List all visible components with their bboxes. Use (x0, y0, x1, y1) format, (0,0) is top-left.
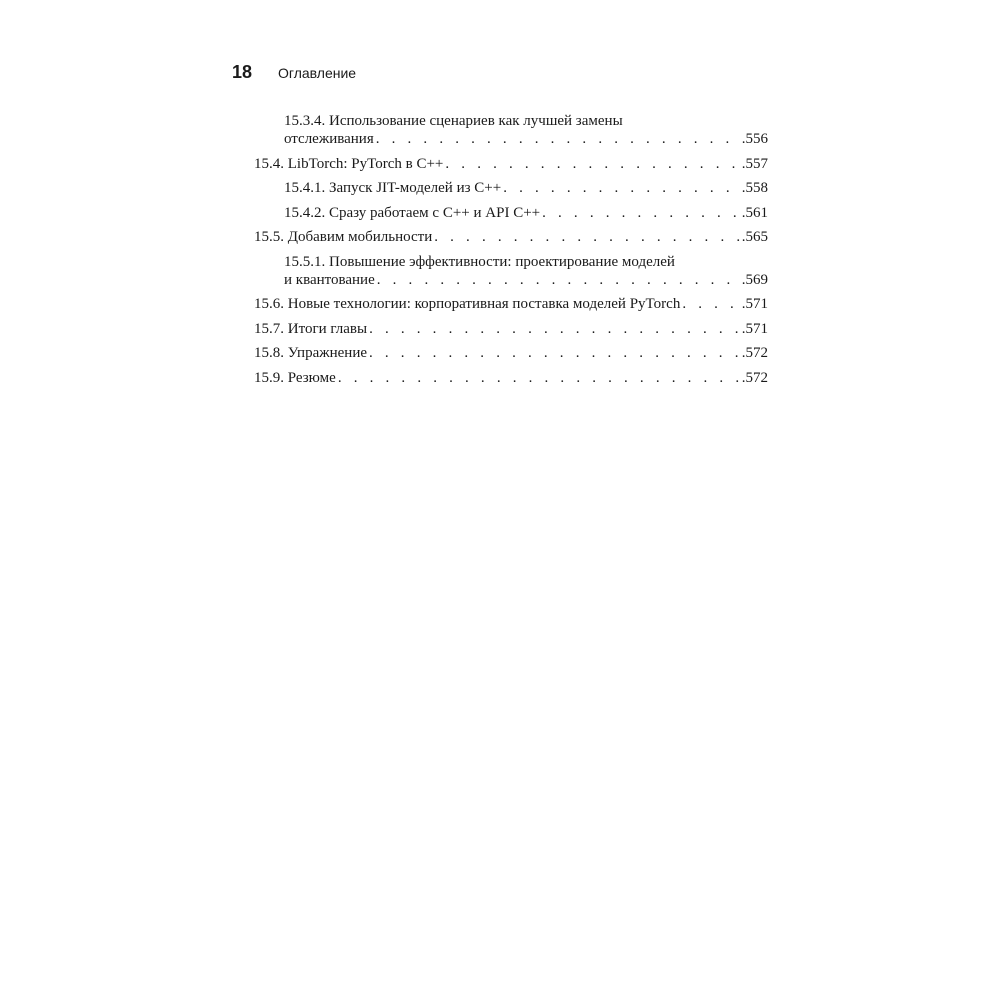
toc-entry-title: отслеживания (284, 131, 374, 147)
page-number: 18 (232, 62, 253, 82)
toc-entry-15-4[interactable] (254, 155, 768, 173)
toc-entry-15-4-1[interactable] (254, 179, 768, 197)
page-header (232, 62, 356, 90)
toc-entry-15-6[interactable] (254, 295, 768, 313)
toc-entry-title-line1: 15.5.1. Повышение эффективности: проектирование моделей (284, 253, 675, 270)
dot-leader (369, 344, 740, 362)
toc-entry-15-7[interactable] (254, 320, 768, 338)
toc-entry-title: 15.9. Резюме (254, 369, 336, 386)
toc-entry-page: .572 (741, 345, 768, 361)
dot-leader (377, 271, 740, 289)
toc-entry-title: 15.4.1. Запуск JIT-моделей из C++ (284, 180, 502, 196)
toc-entry-15-9[interactable] (254, 369, 768, 387)
dot-leader (682, 295, 739, 313)
toc-entry-page: .572 (741, 369, 768, 386)
dot-leader (542, 204, 740, 222)
toc-entry-page: .557 (741, 155, 768, 172)
running-head: Оглавление (278, 65, 357, 81)
toc-entry-title-line1: 15.3.4. Использование сценариев как лучшей замены (284, 113, 623, 129)
toc-entry-15-8[interactable] (254, 344, 768, 362)
toc-entry-title: 15.4.2. Сразу работаем с C++ и API C++ (284, 204, 541, 221)
toc-entry-15-4-2[interactable] (254, 204, 768, 222)
dot-leader (376, 130, 740, 148)
toc-entry-page: .558 (741, 180, 768, 196)
toc-entry-page: .569 (741, 271, 768, 288)
toc-entry-15-5[interactable] (254, 228, 768, 246)
toc-entry-title: 15.8. Упражнение (254, 345, 367, 361)
dot-leader (338, 369, 740, 387)
toc-entry-title: 15.5. Добавим мобильности (254, 229, 433, 245)
toc-entry-15-3-4[interactable] (254, 112, 768, 148)
table-of-contents (254, 112, 768, 393)
dot-leader (434, 228, 740, 246)
toc-entry-15-5-1[interactable] (254, 253, 768, 289)
toc-entry-title: 15.4. LibTorch: PyTorch в C++ (254, 155, 444, 172)
dot-leader (503, 179, 740, 197)
toc-entry-title: и квантование (284, 271, 375, 288)
toc-entry-page: .556 (741, 131, 768, 147)
dot-leader (445, 155, 739, 173)
toc-entry-page: .561 (741, 204, 768, 221)
toc-entry-title: 15.7. Итоги главы (254, 320, 368, 337)
toc-entry-page: .571 (741, 296, 768, 312)
toc-entry-page: .571 (741, 320, 768, 337)
dot-leader (369, 320, 740, 338)
toc-entry-page: .565 (741, 229, 768, 245)
toc-entry-title: 15.6. Новые технологии: корпоративная поставка моделей PyTorch (254, 296, 681, 312)
